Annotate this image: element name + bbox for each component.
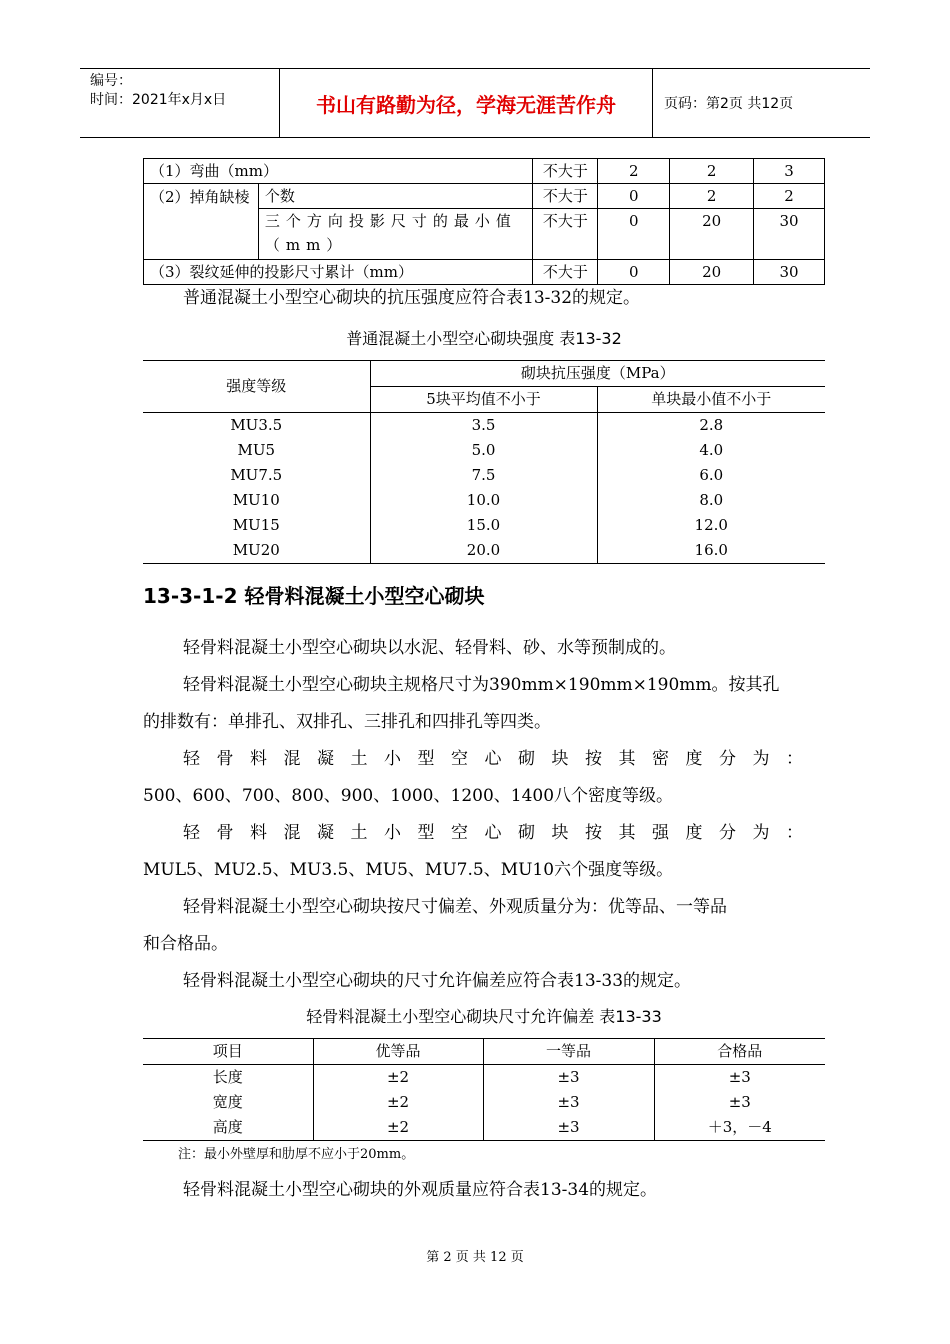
- page-footer: 第 2 页 共 12 页: [426, 1250, 524, 1265]
- table-row: [144, 184, 825, 209]
- table-header-cell: 合格品: [654, 1039, 825, 1065]
- section-heading: 13-3-1-2 轻骨料混凝土小型空心砌块: [143, 584, 485, 608]
- paragraph: 普通混凝土小型空心砌块的抗压强度应符合表13-32的规定。: [183, 288, 641, 308]
- table-cell: MU15: [143, 513, 370, 538]
- table-cell: （2）掉角缺棱: [144, 184, 259, 260]
- table-cell: （3）裂纹延伸的投影尺寸累计（mm）: [144, 260, 533, 285]
- table-header-cell: 一等品: [483, 1039, 654, 1065]
- table-cell: 16.0: [597, 538, 825, 564]
- table-cell: ±3: [483, 1065, 654, 1091]
- table-cell: ±3: [728, 1093, 751, 1111]
- table-cell: 7.5: [370, 463, 597, 488]
- table-row: [143, 413, 825, 439]
- paragraph: 轻骨料混凝土小型空心砌块按其强度分为：: [183, 823, 803, 843]
- table-cell: ±3: [483, 1090, 654, 1115]
- table-cell: 不大于: [533, 159, 598, 184]
- table-row: [143, 438, 825, 463]
- paragraph: 轻骨料混凝土小型空心砌块按尺寸偏差、外观质量分为：优等品、一等品: [183, 897, 727, 917]
- table-cell: 20: [670, 260, 754, 285]
- table-cell: 30: [754, 260, 825, 285]
- table-cell: 3.5: [370, 413, 597, 439]
- table-cell: MU5: [143, 438, 370, 463]
- paragraph: 和合格品。: [143, 934, 228, 954]
- table-cell: 3: [754, 159, 825, 184]
- table-cell: （1）弯曲（mm）: [144, 159, 533, 184]
- paragraph: 轻骨料混凝土小型空心砌块的尺寸允许偏差应符合表13-33的规定。: [183, 971, 692, 991]
- table-header-cell: 砌块抗压强度（MPa）: [370, 361, 825, 387]
- table-header-row: [143, 361, 825, 387]
- table-row: [143, 463, 825, 488]
- table-cell: 不大于: [533, 209, 598, 260]
- size-deviation-table: [143, 1038, 825, 1141]
- table-note: 注：最小外壁厚和肋厚不应小于20mm。: [178, 1147, 415, 1162]
- table-cell: 2.8: [699, 416, 724, 434]
- table-cell: 2: [670, 159, 754, 184]
- table-row: [143, 538, 825, 564]
- table-cell: ±3: [483, 1115, 654, 1141]
- table-caption: 轻骨料混凝土小型空心砌块尺寸允许偏差 表13-33: [306, 1007, 662, 1026]
- paragraph: 的排数有：单排孔、双排孔、三排孔和四排孔等四类。: [143, 712, 551, 732]
- table-cell: ±2: [313, 1065, 483, 1091]
- paragraph: 轻骨料混凝土小型空心砌块的外观质量应符合表13-34的规定。: [183, 1180, 658, 1200]
- table-cell: 4.0: [699, 441, 724, 459]
- table-header-cell: 项目: [143, 1039, 313, 1065]
- paragraph: 500、600、700、800、900、1000、1200、1400八个密度等级。: [143, 786, 674, 806]
- table-header-cell: 5块平均值不小于: [370, 387, 597, 413]
- table-cell: 15.0: [370, 513, 597, 538]
- header-meta: [80, 69, 280, 137]
- table-cell: ±3: [728, 1068, 751, 1086]
- table-cell: 宽度: [143, 1090, 313, 1115]
- table-cell: 0: [598, 184, 670, 209]
- table-cell: 0: [598, 209, 670, 260]
- table-header-cell: 强度等级: [143, 361, 370, 413]
- table-cell: MU3.5: [143, 413, 370, 439]
- table-header-row: [143, 1039, 825, 1065]
- table-cell: 高度: [143, 1115, 313, 1141]
- table-cell: MU7.5: [143, 463, 370, 488]
- table-row: [143, 1115, 825, 1141]
- paragraph: MUL5、MU2.5、MU3.5、MU5、MU7.5、MU10六个强度等级。: [143, 860, 674, 880]
- table-row: [143, 1065, 825, 1091]
- header-page-label: 页码：第2页 共12页: [664, 96, 794, 112]
- paragraph: 轻骨料混凝土小型空心砌块按其密度分为：: [183, 749, 803, 769]
- table-cell: MU20: [143, 538, 370, 564]
- table-caption: 普通混凝土小型空心砌块强度 表13-32: [346, 329, 622, 348]
- table-cell: 三个方向投影尺寸的最小值（mm）: [258, 209, 533, 260]
- table-row: [143, 1090, 825, 1115]
- table-cell: 2: [670, 184, 754, 209]
- header-number-label: 编号：: [90, 73, 132, 89]
- table-cell: 20.0: [370, 538, 597, 564]
- table-cell: 8.0: [699, 491, 724, 509]
- table-header-cell: 单块最小值不小于: [597, 387, 825, 413]
- table-row: [143, 488, 825, 513]
- table-cell: 不大于: [533, 260, 598, 285]
- table-cell: 20: [670, 209, 754, 260]
- table-cell: 长度: [143, 1065, 313, 1091]
- table-cell: 0: [598, 260, 670, 285]
- table-cell: 30: [754, 209, 825, 260]
- table-cell: 12.0: [694, 516, 728, 534]
- strength-table: [143, 360, 825, 564]
- table-row: [143, 513, 825, 538]
- table-cell: 6.0: [699, 466, 724, 484]
- table-row: [144, 159, 825, 184]
- table-cell: 5.0: [370, 438, 597, 463]
- paragraph: 轻骨料混凝土小型空心砌块主规格尺寸为390mm×190mm×190mm。按其孔: [183, 675, 780, 695]
- table-cell: 2: [598, 159, 670, 184]
- table-cell: 个数: [258, 184, 533, 209]
- table-cell: ±2: [313, 1115, 483, 1141]
- table-cell: 不大于: [533, 184, 598, 209]
- table-cell: 10.0: [370, 488, 597, 513]
- table-cell: ＋3，－4: [654, 1115, 825, 1141]
- header-motto: 书山有路勤为径，学海无涯苦作舟: [280, 69, 653, 137]
- header-date-label: 时间：2021年x月x日: [90, 92, 227, 108]
- table-cell: ±2: [313, 1090, 483, 1115]
- table-header-cell: 优等品: [313, 1039, 483, 1065]
- page-header: [80, 68, 870, 138]
- appearance-quality-table: [143, 158, 825, 285]
- table-cell: 2: [754, 184, 825, 209]
- paragraph: 轻骨料混凝土小型空心砌块以水泥、轻骨料、砂、水等预制成的。: [183, 638, 676, 658]
- table-cell: MU10: [143, 488, 370, 513]
